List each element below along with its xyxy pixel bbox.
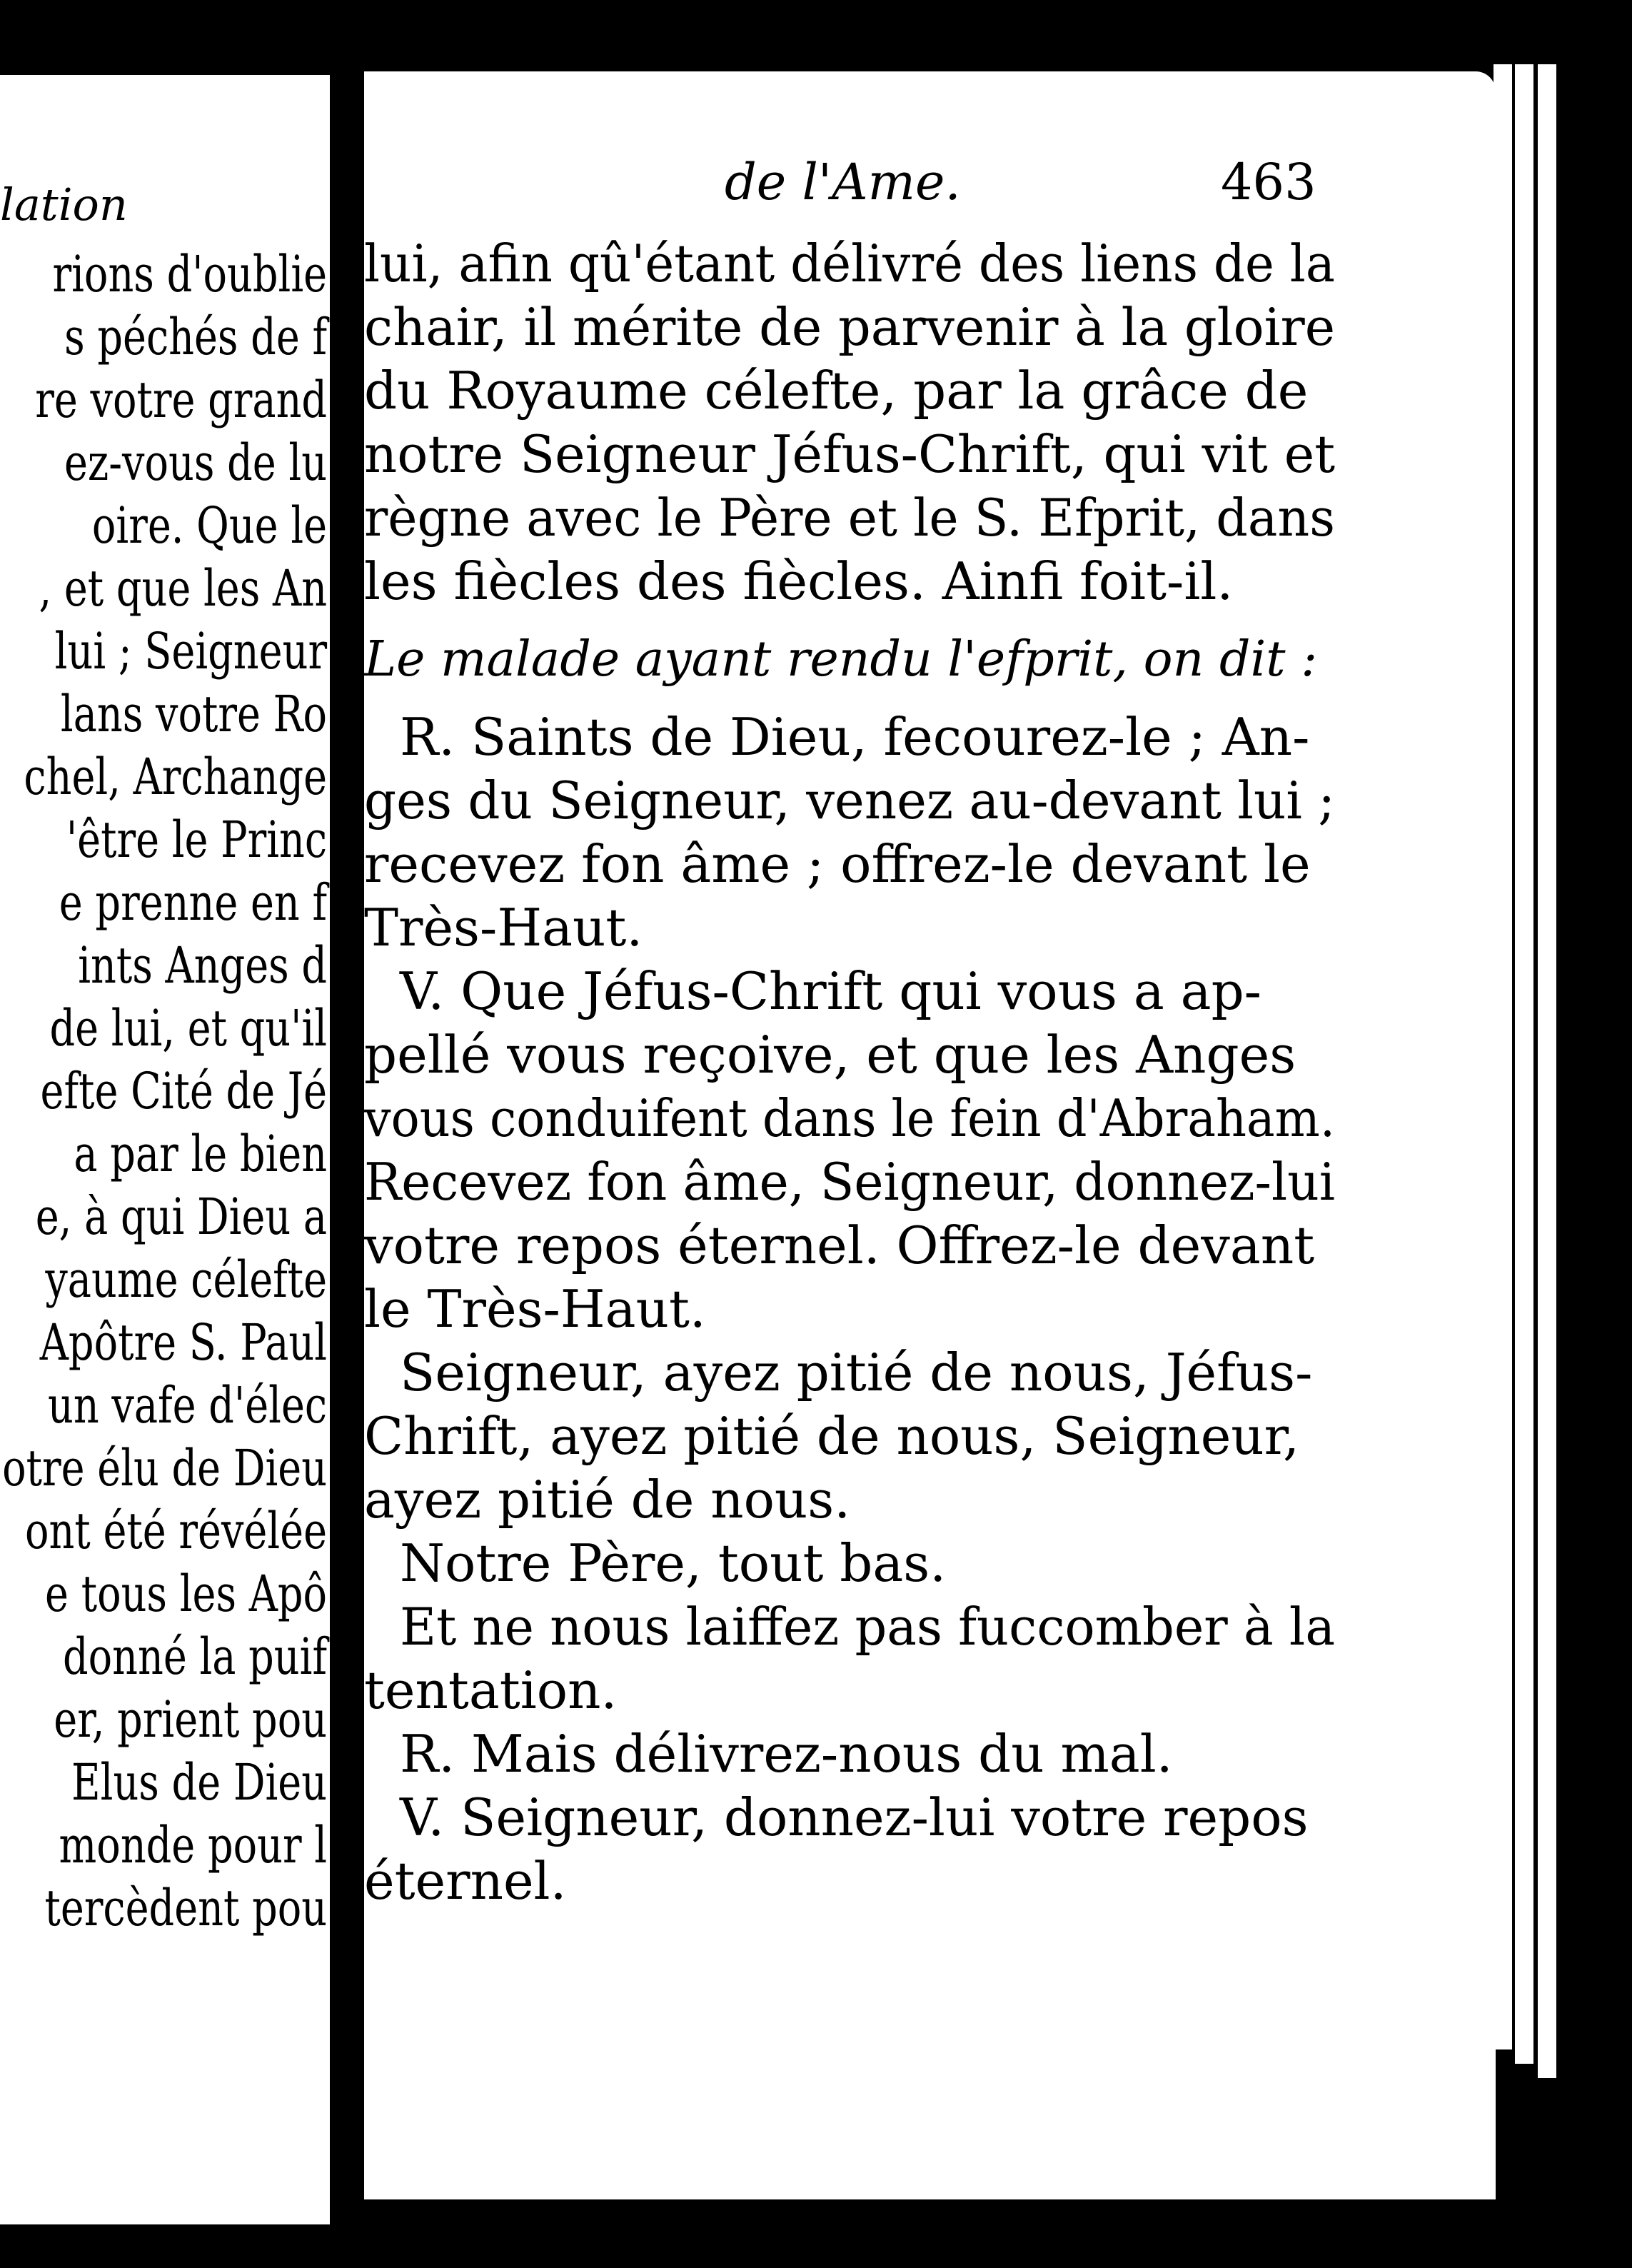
- text-line: votre repos éternel. Offrez-le devant: [364, 1215, 1315, 1275]
- right-page: [364, 71, 1496, 2199]
- left-line: Elus de Dieu: [71, 1753, 327, 1812]
- text-line: recevez fon âme ; offrez-le devant le: [364, 834, 1311, 894]
- left-line: lans votre Ro: [60, 685, 327, 743]
- left-line: tercèdent pou: [44, 1879, 328, 1937]
- left-line: 'être le Princ: [66, 811, 327, 869]
- text-line: Recevez fon âme, Seigneur, donnez-lui: [364, 1152, 1336, 1212]
- text-line: pellé vous reçoive, et que les Anges: [364, 1025, 1296, 1085]
- left-line: ints Anges d: [78, 936, 327, 995]
- text-line: V. Que Jéfus-Chrift qui vous a ap-: [400, 961, 1261, 1021]
- text-line: lui, afin qû'étant délivré des liens de la: [364, 234, 1335, 293]
- text-line: R. Saints de Dieu, fecourez-le ; An-: [400, 707, 1310, 767]
- text-line: Et ne nous laiffez pas fuccomber à la: [400, 1597, 1336, 1657]
- text-line: V. Seigneur, donnez-lui votre repos: [400, 1787, 1309, 1847]
- left-line: otre élu de Dieu: [2, 1439, 327, 1497]
- left-line: er, prient pou: [54, 1690, 327, 1749]
- text-line: vous conduifent dans le fein d'Abraham.: [364, 1088, 1336, 1148]
- left-line: efte Cité de Jé: [40, 1062, 327, 1120]
- left-line: Apôtre S. Paul: [39, 1313, 327, 1372]
- text-line: éternel.: [364, 1851, 567, 1911]
- left-page-header: lation: [0, 179, 128, 231]
- left-line: donné la puif: [62, 1627, 327, 1686]
- text-line: le Très-Haut.: [364, 1279, 706, 1339]
- text-line: R. Mais délivrez-nous du mal.: [400, 1724, 1173, 1784]
- book-gutter: [330, 75, 364, 2224]
- text-line: notre Seigneur Jéfus-Chrift, qui vit et: [364, 424, 1336, 484]
- running-head: [364, 150, 1349, 214]
- left-line: lui ; Seigneur: [54, 622, 327, 681]
- page-edge: [1512, 64, 1533, 2064]
- text-line: Chrift, ayez pitié de nous, Seigneur,: [364, 1406, 1300, 1466]
- left-line: un vafe d'élec: [47, 1376, 327, 1435]
- left-line: s péchés de f: [64, 308, 327, 366]
- left-line: de lui, et qu'il: [49, 999, 327, 1058]
- left-page: [0, 75, 330, 2224]
- left-line: a par le bien: [74, 1125, 327, 1183]
- text-line: règne avec le Père et le S. Efprit, dans: [364, 488, 1335, 548]
- left-line: chel, Archange: [24, 748, 327, 806]
- left-line: , et que les An: [39, 559, 327, 618]
- text-line: Seigneur, ayez pitié de nous, Jéfus-: [400, 1343, 1313, 1403]
- page-edge: [1535, 64, 1556, 2078]
- left-line: oire. Que le: [91, 496, 327, 555]
- left-line: re votre grand: [35, 371, 327, 429]
- left-page-text: [0, 243, 327, 1940]
- text-line: Très-Haut.: [364, 898, 643, 958]
- text-line: les fiècles des fiècles. Ainfi foit-il.: [364, 551, 1234, 611]
- running-title: de l'Ame.: [725, 153, 961, 211]
- text-line: du Royaume célefte, par la grâce de: [364, 361, 1309, 421]
- rubric-line: Le malade ayant rendu l'efprit, on dit :: [364, 631, 1318, 688]
- text-line: ayez pitié de nous.: [364, 1470, 851, 1530]
- page-body: [364, 232, 1335, 1913]
- left-line: ez-vous de lu: [64, 433, 327, 492]
- left-line: e tous les Apô: [44, 1565, 327, 1623]
- left-line: e, à qui Dieu a: [35, 1188, 327, 1246]
- text-line: Notre Père, tout bas.: [400, 1533, 947, 1593]
- left-line: ont été révélée: [24, 1502, 327, 1560]
- text-line: chair, il mérite de parvenir à la gloire: [364, 297, 1336, 357]
- left-line: rions d'oublie: [52, 245, 327, 303]
- page-number: 463: [1221, 153, 1316, 211]
- text-line: tentation.: [364, 1660, 618, 1720]
- text-line: ges du Seigneur, venez au-devant lui ;: [364, 771, 1336, 831]
- left-line: monde pour l: [59, 1816, 327, 1875]
- left-line: yaume célefte: [45, 1250, 327, 1309]
- left-line: e prenne en f: [59, 873, 328, 932]
